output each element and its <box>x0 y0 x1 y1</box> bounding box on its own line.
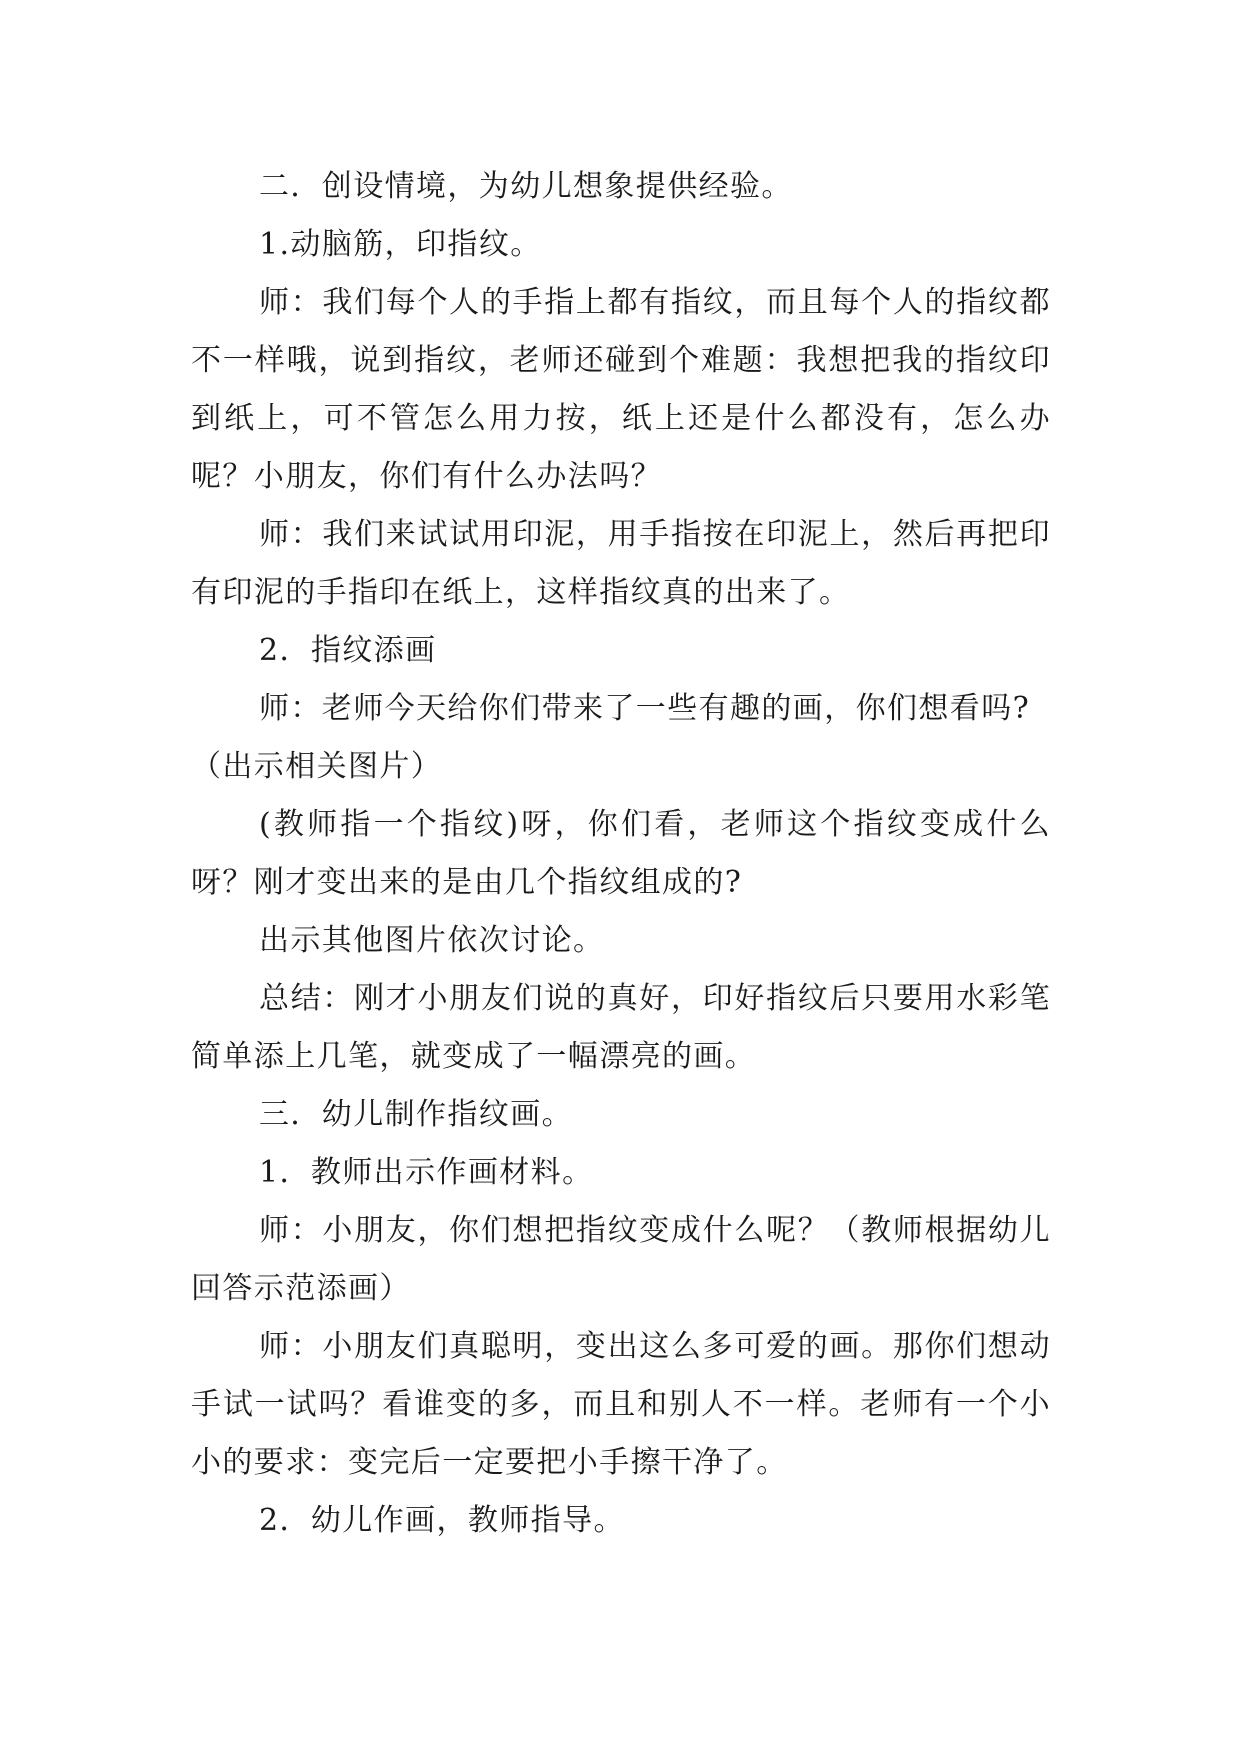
subsection-heading: 1.动脑筋，印指纹。 <box>259 227 542 262</box>
paragraph: 出示其他图片依次讨论。 <box>259 923 605 958</box>
subsection-heading: 2．指纹添画 <box>259 633 437 668</box>
section-heading: 二．创设情境，为幼儿想象提供经验。 <box>259 169 793 204</box>
paragraph: 师：小朋友们真聪明，变出这么多可爱的画。那你们想动手试一试吗？看谁变的多，而且和别人不一样。老师有一个小小的要求：变完后一定要把小手擦干净了。 <box>191 1329 1051 1480</box>
paragraph: 总结：刚才小朋友们说的真好，印好指纹后只要用水彩笔简单添上几笔，就变成了一幅漂亮的画。 <box>191 981 1051 1074</box>
paragraph: 师：小朋友，你们想把指纹变成什么呢？（教师根据幼儿回答示范添画） <box>191 1213 1051 1306</box>
paragraph: （出示相关图片） <box>191 749 443 784</box>
paragraph: 师：我们来试试用印泥，用手指按在印泥上，然后再把印有印泥的手指印在纸上，这样指纹真的出来了。 <box>191 517 1051 610</box>
section-heading: 三．幼儿制作指纹画。 <box>259 1097 573 1132</box>
subsection-heading: 2．幼儿作画，教师指导。 <box>259 1503 625 1538</box>
paragraph: 师：我们每个人的手指上都有指纹，而且每个人的指纹都不一样哦，说到指纹，老师还碰到个难题：我想把我的指纹印到纸上，可不管怎么用力按，纸上还是什么都没有，怎么办呢？小朋友，你们有什么办法吗？ <box>191 285 1051 494</box>
paragraph: (教师指一个指纹)呀，你们看，老师这个指纹变成什么呀？刚才变出来的是由几个指纹组成的? <box>191 807 1051 900</box>
document-body <box>191 158 1051 1550</box>
subsection-heading: 1．教师出示作画材料。 <box>259 1155 594 1190</box>
paragraph: 师：老师今天给你们带来了一些有趣的画，你们想看吗? <box>259 691 1031 726</box>
